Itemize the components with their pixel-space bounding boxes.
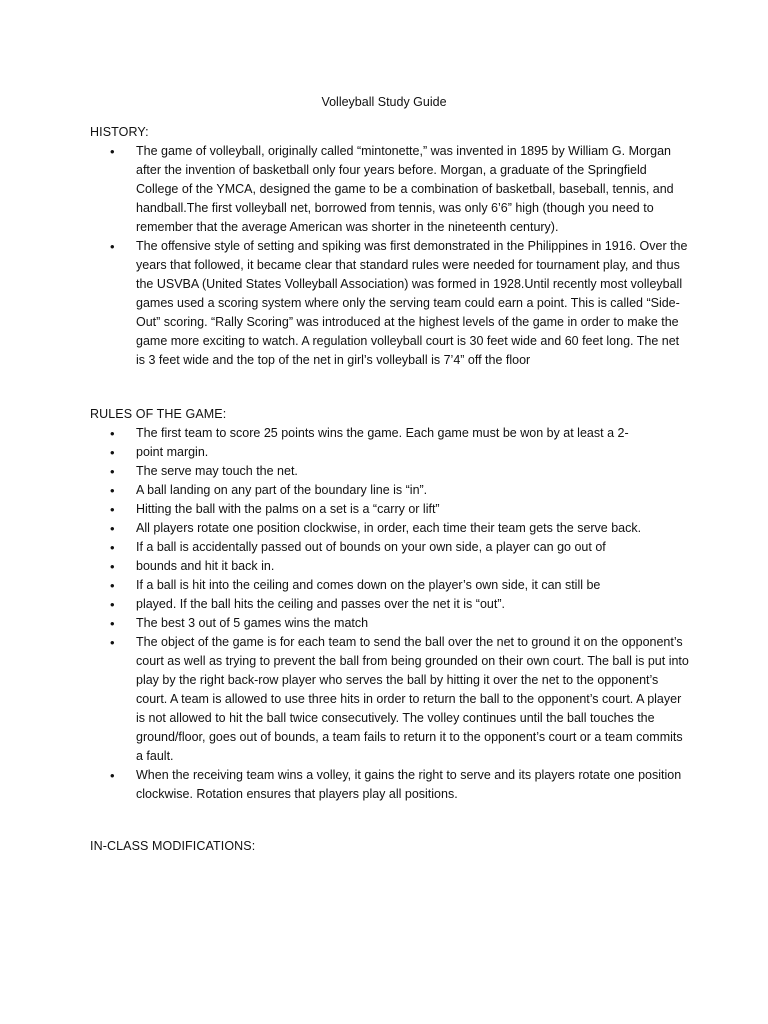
rules-heading: RULES OF THE GAME: — [90, 407, 227, 421]
rules-item-text: point margin. — [136, 445, 209, 459]
bullet-icon: • — [110, 616, 115, 631]
list-item — [90, 576, 690, 595]
bullet-icon: • — [110, 768, 115, 783]
list-item — [90, 481, 690, 500]
rules-item-text: The first team to score 25 points wins the game. Each game must be won by at least a 2- — [136, 426, 629, 440]
bullet-icon: • — [110, 502, 115, 517]
rules-item-text: When the receiving team wins a volley, it gains the right to serve and its players rotate one position clockwise. Rotation ensures that players play all positions. — [136, 768, 682, 801]
list-item — [90, 462, 690, 481]
history-list — [90, 142, 690, 370]
bullet-icon: • — [110, 445, 115, 460]
list-item — [90, 557, 690, 576]
list-item — [90, 443, 690, 462]
rules-list — [90, 424, 690, 804]
rules-item-text: played. If the ball hits the ceiling and passes over the net it is “out”. — [136, 597, 505, 611]
history-item-text: The offensive style of setting and spiking was first demonstrated in the Philippines in 1916. Over the years that followed, it became clear that standard rules were needed for tournament play, and thus the USVBA (United States Volleyball Association) was formed in 1928.Until recently most volleyball games used a scoring system where only the serving team could earn a point. This is called “Side-Out” scoring. “Rally Scoring” was introduced at the highest levels of the game in order to make the game more exciting to watch. A regulation volleyball court is 30 feet wide and 60 feet long. The net is 3 feet wide and the top of the net in girl’s volleyball is 7’4” off the floor — [136, 239, 688, 367]
bullet-icon: • — [110, 578, 115, 593]
list-item — [90, 766, 690, 804]
bullet-icon: • — [110, 464, 115, 479]
bullet-icon: • — [110, 559, 115, 574]
bullet-icon: • — [110, 144, 115, 159]
list-item — [90, 500, 690, 519]
list-item — [90, 424, 690, 443]
history-item-text: The game of volleyball, originally called “mintonette,” was invented in 1895 by William G. Morgan after the invention of basketball only four years before. Morgan, a graduate of the Springfield College of the YMCA, designed the game to be a combination of basketball, baseball, tennis, and handball.The first volleyball net, borrowed from tennis, was only 6’6” high (though you need to remember that the average American was shorter in the nineteenth century). — [136, 144, 674, 234]
bullet-icon: • — [110, 521, 115, 536]
rules-item-text: The serve may touch the net. — [136, 464, 298, 478]
rules-item-text: The best 3 out of 5 games wins the match — [136, 616, 369, 630]
rules-item-text: All players rotate one position clockwise, in order, each time their team gets the serve back. — [136, 521, 642, 535]
bullet-icon: • — [110, 483, 115, 498]
rules-item-text: The object of the game is for each team to send the ball over the net to ground it on the opponent’s court as well as trying to prevent the ball from being grounded on their own court. The ball is put into play by the right back-row player who serves the ball by hitting it over the net to the opponent’s court. A team is allowed to use three hits in order to return the ball to the opponent’s court. A player is not allowed to hit the ball twice consecutively. The volley continues until the ball touches the ground/floor, goes out of bounds, a team fails to return it to the opponent’s court or a team commits a fault. — [136, 635, 689, 763]
rules-item-text: If a ball is accidentally passed out of bounds on your own side, a player can go out of — [136, 540, 606, 554]
history-heading: HISTORY: — [90, 125, 149, 139]
rules-item-text: Hitting the ball with the palms on a set is a “carry or lift” — [136, 502, 440, 516]
in-class-modifications-heading: IN-CLASS MODIFICATIONS: — [90, 839, 256, 853]
list-item — [90, 538, 690, 557]
rules-item-text: If a ball is hit into the ceiling and comes down on the player’s own side, it can still be — [136, 578, 601, 592]
page-title: Volleyball Study Guide — [321, 95, 447, 109]
bullet-icon: • — [110, 597, 115, 612]
list-item — [90, 633, 690, 766]
bullet-icon: • — [110, 635, 115, 650]
rules-item-text: A ball landing on any part of the boundary line is “in”. — [136, 483, 428, 497]
list-item — [90, 614, 690, 633]
bullet-icon: • — [110, 239, 115, 254]
list-item — [90, 237, 690, 370]
bullet-icon: • — [110, 540, 115, 555]
list-item — [90, 519, 690, 538]
rules-item-text: bounds and hit it back in. — [136, 559, 275, 573]
list-item — [90, 595, 690, 614]
list-item — [90, 142, 690, 237]
bullet-icon: • — [110, 426, 115, 441]
